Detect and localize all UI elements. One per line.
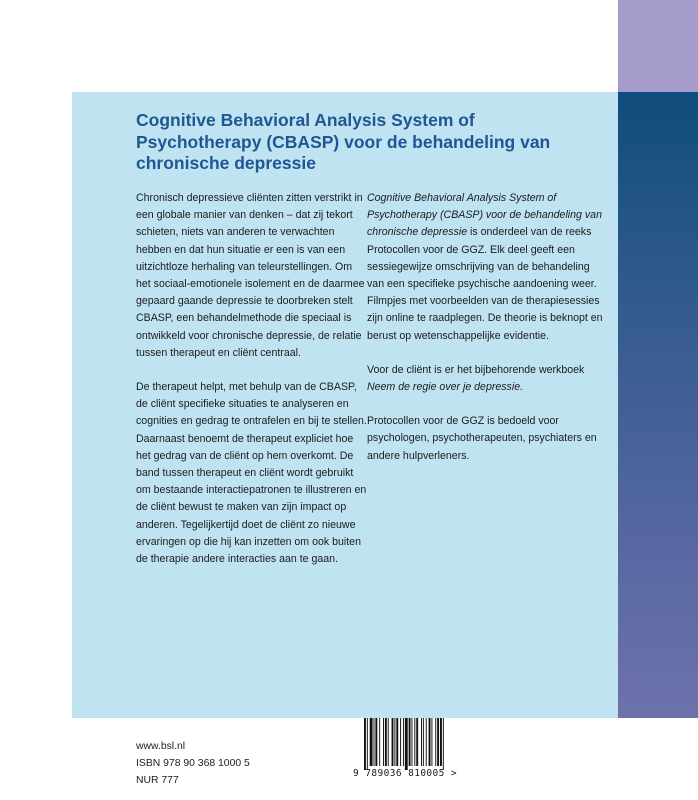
right-column <box>367 190 603 482</box>
left-column <box>136 190 368 585</box>
barcode <box>360 718 470 798</box>
left-paragraph-2: De therapeut helpt, met behulp van de CBASP, de cliënt specifieke situaties te analyseren en cognities en gedrag te ontrafelen en bij te stellen. Daarnaast benoemt de therapeut expliciet hoe het gedrag van de cliënt op hem overkomt. De band tussen therapeut en cliënt wordt gebruikt om bestaande interactiepatronen te illustreren en de cliënt bewust te maken van zijn impact op anderen. Tegelijkertijd doet de cliënt zo nieuwe ervaringen op die hij kan inzetten om ook buiten de therapie andere interacties aan te gaan. <box>136 381 367 566</box>
left-paragraph-1: Chronisch depressieve cliënten zitten verstrikt in een globale manier van denken – dat zij tekort schieten, niets van anderen te verwachten hebben en dat hun situatie er een is van een uitzichtloze herhaling van teleurstellingen. Om het sociaal-emotionele isolement en de daarmee gepaard gaande depressie te doorbreken stelt CBASP, een behandelmethode die speciaal is ontwikkeld voor chronische depressie, de relatie tussen therapeut en cliënt centraal. <box>136 192 365 359</box>
right-paragraph-3: Protocollen voor de GGZ is bedoeld voor psychologen, psychotherapeuten, psychiaters en andere hulpverleners. <box>367 415 597 462</box>
barcode-bar <box>394 718 395 766</box>
imprint <box>136 738 250 789</box>
barcode-bars <box>360 718 470 770</box>
barcode-bar <box>440 718 442 766</box>
nur-code: NUR 777 <box>136 775 179 786</box>
barcode-bar <box>443 718 444 770</box>
right-paragraph-2-text: Voor de cliënt is er het bijbehorende werkboek <box>367 363 585 376</box>
barcode-bar <box>379 718 380 766</box>
barcode-bar <box>431 718 432 766</box>
workbook-title-italic: Neem de regie over je depressie. <box>367 381 524 394</box>
barcode-bar <box>423 718 424 766</box>
barcode-bar <box>403 718 404 766</box>
barcode-bar <box>435 718 436 766</box>
barcode-bar <box>429 718 431 766</box>
right-paragraph-1-text: is onderdeel van de reeks Protocollen voor de GGZ. Elk deel geeft een sessiegewijze omschrijving van de behandeling van een specifieke psychische aandoening weer. Filmpjes met voorbeelden van de therapiesessies zijn online te raadplegen. De theorie is beknopt en berust op wetenschappelijke evidentie. <box>367 226 603 342</box>
barcode-bar <box>364 718 366 770</box>
barcode-bar <box>392 718 394 766</box>
barcode-bar <box>396 718 398 766</box>
barcode-digits: 9 789036 810005 > <box>353 768 458 779</box>
barcode-bar <box>405 718 408 770</box>
publisher-website: www.bsl.nl <box>136 741 186 752</box>
right-paragraph-2 <box>367 362 603 396</box>
right-paragraph-1 <box>367 190 603 345</box>
barcode-bar <box>388 718 389 766</box>
barcode-bar <box>367 718 368 770</box>
barcode-bar <box>400 718 401 766</box>
barcode-bar <box>414 718 415 766</box>
barcode-bar <box>409 718 411 766</box>
barcode-bar <box>421 718 422 766</box>
barcode-bar <box>437 718 439 766</box>
barcode-bar <box>385 718 387 766</box>
barcode-bar <box>374 718 375 766</box>
series-title-italic: Cognitive Behavioral Analysis System of Psychotherapy (CBASP) voor de behandeling van chronische depressie <box>367 192 602 239</box>
book-title: Cognitive Behavioral Analysis System of Psychotherapy (CBASP) voor de behandeling van chronische depressie <box>136 110 551 173</box>
barcode-bar <box>412 718 413 766</box>
barcode-bar <box>383 718 384 766</box>
barcode-bar <box>375 718 377 766</box>
cover-side-band-top <box>618 0 698 92</box>
barcode-bar <box>426 718 427 766</box>
isbn: ISBN 978 90 368 1000 5 <box>136 758 250 769</box>
cover-side-band <box>618 92 698 718</box>
barcode-bar <box>416 718 418 766</box>
barcode-bar <box>370 718 373 766</box>
